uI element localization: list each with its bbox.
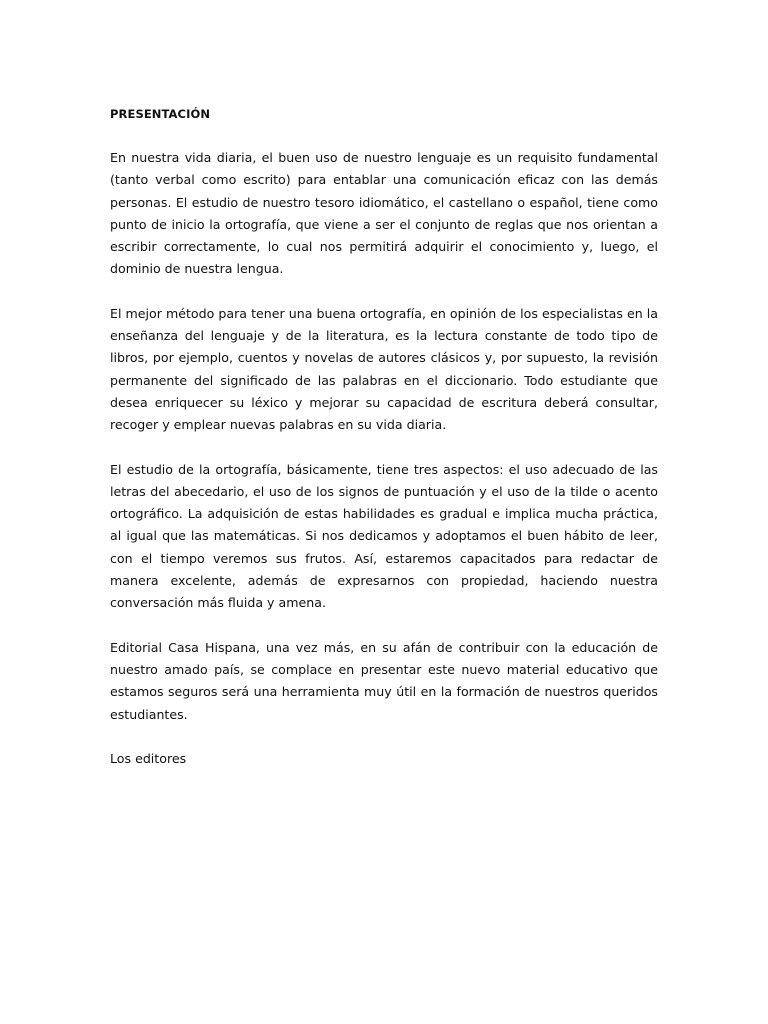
signature: Los editores <box>110 750 187 766</box>
paragraph-2: El mejor método para tener una buena ortografía, en opinión de los especialistas en la enseñanza del lenguaje y de la literatura, es la lectura constante de todo tipo de libros, por ejemplo, cuentos y novelas de autores clásicos y, por supuesto, la revisión permanente del significado de las palabras en el diccionario. Todo estudiante que desea enriquecer su léxico y mejorar su capacidad de escritura deberá consultar, recoger y emplear nuevas palabras en su vida diaria. <box>110 305 658 433</box>
paragraph-3: El estudio de la ortografía, básicamente, tiene tres aspectos: el uso adecuado de las letras del abecedario, el uso de los signos de puntuación y el uso de la tilde o acento ortográfico. La adquisición de estas habilidades es gradual e implica mucha práctica, al igual que las matemáticas. Si nos dedicamos y adoptamos el buen hábito de leer, con el tiempo veremos sus frutos. Así, estaremos capacitados para redactar de manera excelente, además de expresarnos con propiedad, haciendo nuestra conversación más fluida y amena. <box>110 461 658 611</box>
paragraph-4: Editorial Casa Hispana, una vez más, en su afán de contribuir con la educación de nuestro amado país, se complace en presentar este nuevo material educativo que estamos seguros será una herramienta muy útil en la formación de nuestros queridos estudiantes. <box>110 639 658 722</box>
paragraph-1: En nuestra vida diaria, el buen uso de nuestro lenguaje es un requisito fundamental (tanto verbal como escrito) para entablar una comunicación eficaz con las demás personas. El estudio de nuestro tesoro idiomático, el castellano o español, tiene como punto de inicio la ortografía, que viene a ser el conjunto de reglas que nos orientan a escribir correctamente, lo cual nos permitirá adquirir el conocimiento y, luego, el dominio de nuestra lengua. <box>110 150 658 277</box>
document-heading: PRESENTACIÓN <box>110 107 211 121</box>
document-body <box>110 103 658 770</box>
